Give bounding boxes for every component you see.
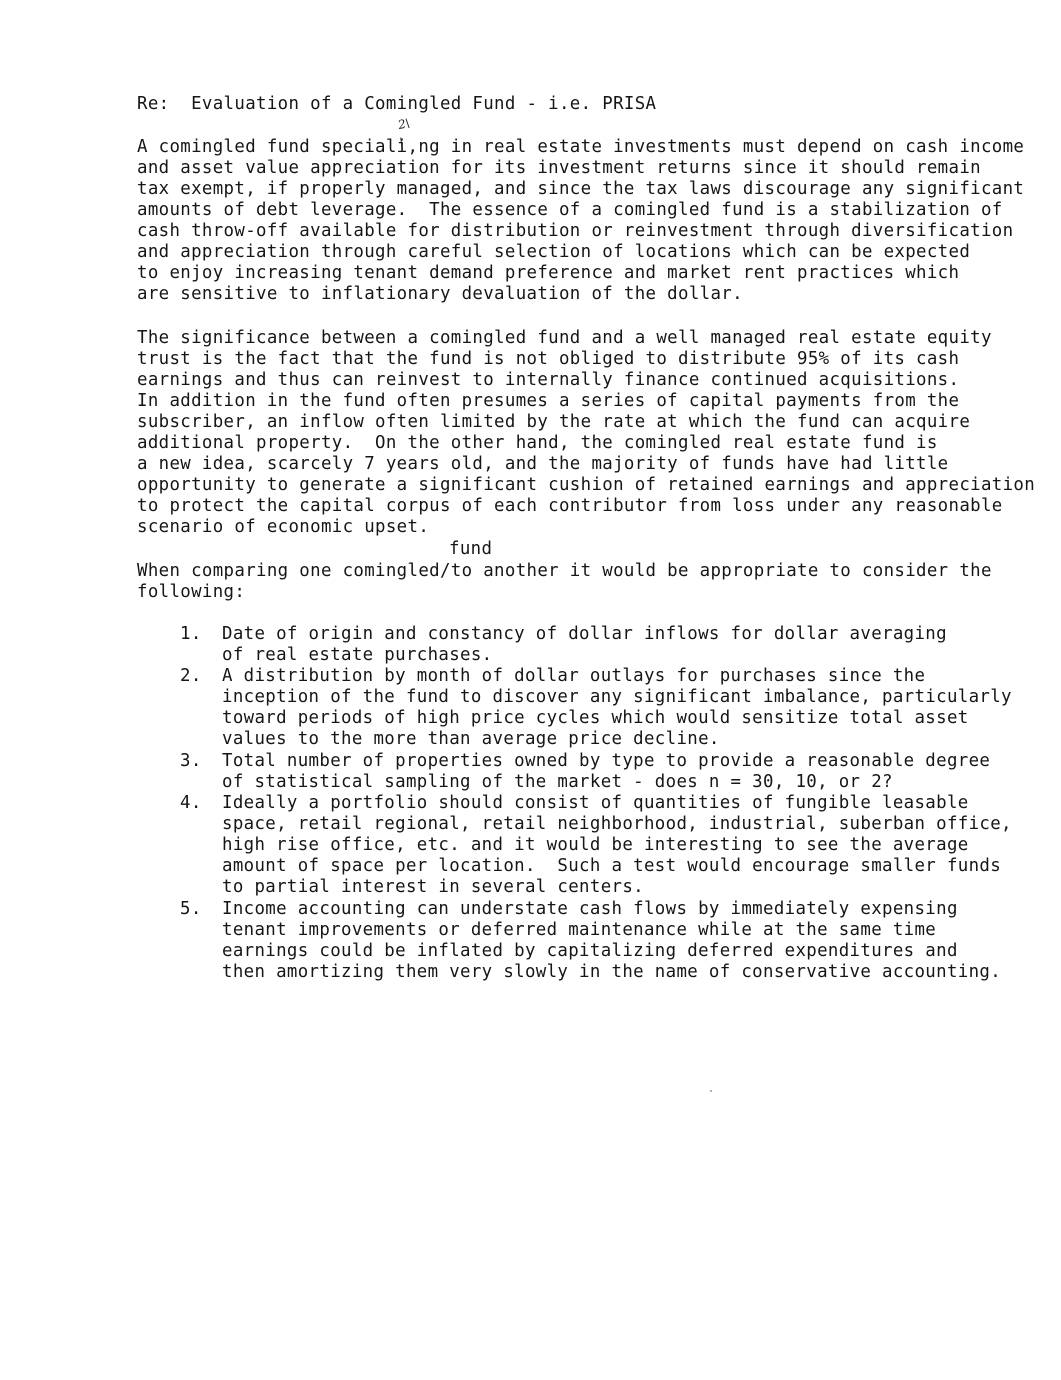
list-item-line: values to the more than average price decline. bbox=[222, 729, 720, 749]
scan-speck bbox=[710, 1090, 712, 1092]
list-item-line: Date of origin and constancy of dollar inflows for dollar averaging bbox=[222, 624, 947, 644]
list-item-line: amount of space per location. Such a test would encourage smaller funds bbox=[222, 856, 1002, 876]
paragraph-line: and asset value appreciation for its investment returns since it should remain bbox=[137, 158, 981, 178]
list-item-line: A distribution by month of dollar outlays for purchases since the bbox=[222, 666, 926, 686]
handwritten-annotation: 2\ bbox=[396, 115, 412, 133]
inserted-word: fund bbox=[449, 539, 493, 559]
paragraph-line: scenario of economic upset. bbox=[137, 517, 430, 537]
paragraph-line: earnings and thus can reinvest to internally finance continued acquisitions. bbox=[137, 370, 960, 390]
paragraph-line: are sensitive to inflationary devaluation of the dollar. bbox=[137, 284, 743, 304]
list-item-number: 4. bbox=[180, 793, 202, 813]
paragraph-line: to enjoy increasing tenant demand preference and market rent practices which bbox=[137, 263, 960, 283]
paragraph-line: tax exempt, if properly managed, and since the tax laws discourage any significant bbox=[137, 179, 1025, 199]
paragraph-line: A comingled fund speciali,ng in real estate investments must depend on cash income bbox=[137, 137, 1025, 157]
paragraph-line: additional property. On the other hand, the comingled real estate fund is bbox=[137, 433, 938, 453]
list-item-line: inception of the fund to discover any significant imbalance, particularly bbox=[222, 687, 1012, 707]
list-item-number: 3. bbox=[180, 751, 202, 771]
paragraph-line: The significance between a comingled fund and a well managed real estate equity bbox=[137, 328, 992, 348]
paragraph-line: opportunity to generate a significant cushion of retained earnings and appreciation bbox=[137, 475, 1036, 495]
paragraph-line: trust is the fact that the fund is not obliged to distribute 95% of its cash bbox=[137, 349, 960, 369]
list-item-number: 1. bbox=[180, 624, 202, 644]
paragraph-line: a new idea, scarcely 7 years old, and the majority of funds have had little bbox=[137, 454, 949, 474]
list-item-line: of statistical sampling of the market - does n = 30, 10, or 2? bbox=[222, 772, 893, 792]
list-item-line: tenant improvements or deferred maintenance while at the same time bbox=[222, 920, 937, 940]
paragraph-line: cash throw-off available for distribution or reinvestment through diversification bbox=[137, 221, 1014, 241]
list-item-line: Ideally a portfolio should consist of quantities of fungible leasable bbox=[222, 793, 969, 813]
list-item-line: space, retail regional, retail neighborhood, industrial, suberban office, bbox=[222, 814, 1012, 834]
paragraph-line: following: bbox=[137, 582, 246, 602]
list-item-line: then amortizing them very slowly in the name of conservative accounting. bbox=[222, 962, 1002, 982]
subject-line: Re: Evaluation of a Comingled Fund - i.e. PRISA bbox=[137, 94, 657, 114]
paragraph-line: subscriber, an inflow often limited by the rate at which the fund can acquire bbox=[137, 412, 971, 432]
list-item-line: Total number of properties owned by type to provide a reasonable degree bbox=[222, 751, 991, 771]
list-item-line: high rise office, etc. and it would be interesting to see the average bbox=[222, 835, 969, 855]
list-item-number: 5. bbox=[180, 899, 202, 919]
list-item-line: toward periods of high price cycles which would sensitize total asset bbox=[222, 708, 969, 728]
paragraph-line: and appreciation through careful selection of locations which can be expected bbox=[137, 242, 971, 262]
paragraph-line: When comparing one comingled/to another it would be appropriate to consider the bbox=[137, 561, 992, 581]
paragraph-line: amounts of debt leverage. The essence of a comingled fund is a stabilization of bbox=[137, 200, 1003, 220]
list-item-line: Income accounting can understate cash flows by immediately expensing bbox=[222, 899, 958, 919]
list-item-line: earnings could be inflated by capitalizing deferred expenditures and bbox=[222, 941, 958, 961]
list-item-line: to partial interest in several centers. bbox=[222, 877, 644, 897]
list-item-line: of real estate purchases. bbox=[222, 645, 493, 665]
list-item-number: 2. bbox=[180, 666, 202, 686]
paragraph-line: In addition in the fund often presumes a series of capital payments from the bbox=[137, 391, 960, 411]
paragraph-line: to protect the capital corpus of each contributor from loss under any reasonable bbox=[137, 496, 1003, 516]
